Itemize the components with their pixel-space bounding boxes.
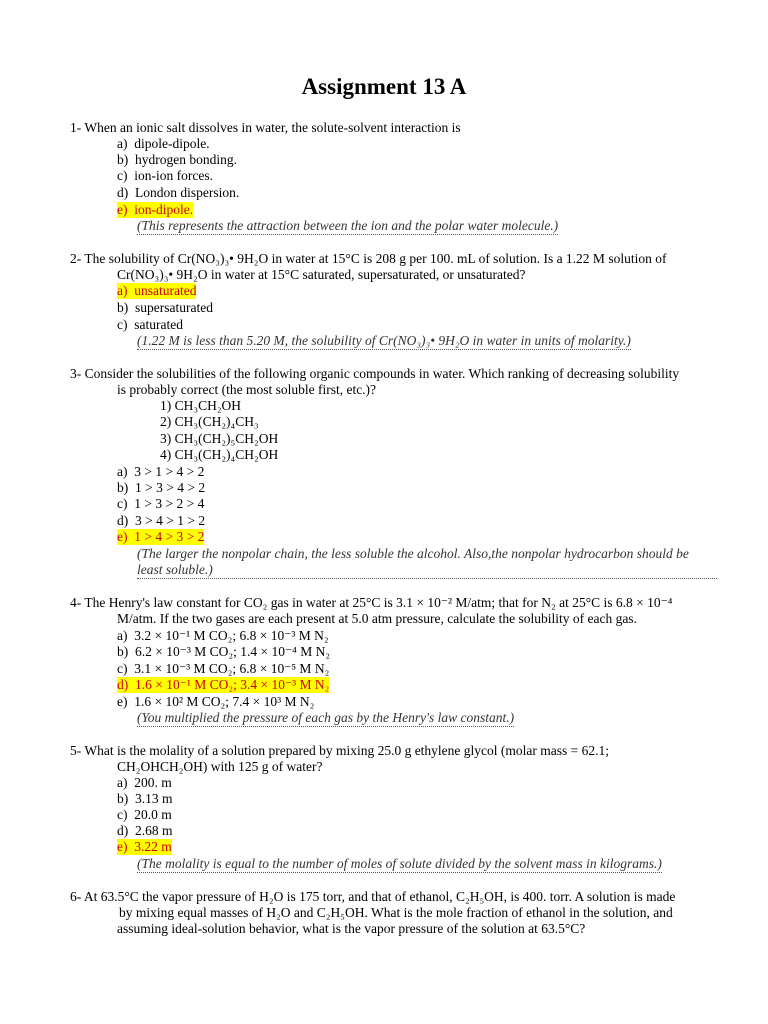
- q4-option-a: a) 3.2 × 10⁻¹ M CO₂; 6.8 × 10⁻³ M N₂: [117, 628, 329, 643]
- q4-explanation: (You multiplied the pressure of each gas by the Henry's law constant.): [137, 710, 515, 725]
- q5-option-d: d) 2.68 m: [117, 823, 173, 838]
- q3-option-c: c) 1 > 3 > 2 > 4: [117, 496, 205, 511]
- q2-explanation: (1.22 M is less than 5.20 M, the solubility of Cr(NO₃)₃• 9H₂O in water in units of molarity.): [137, 333, 631, 348]
- q4-option-e: e) 1.6 × 10² M CO₂; 7.4 × 10³ M N₂: [117, 694, 315, 709]
- q3-option-e-correct: e) 1 > 4 > 3 > 2: [117, 529, 205, 544]
- q1-explanation: (This represents the attraction between the ion and the polar water molecule.): [137, 218, 559, 233]
- q5-option-b: b) 3.13 m: [117, 791, 173, 806]
- q1-option-b: b) hydrogen bonding.: [117, 152, 237, 167]
- q6-stem-line1: 6- At 63.5°C the vapor pressure of H₂O is 175 torr, and that of ethanol, C₂H₅OH, is 400. torr. A solution is made: [70, 889, 676, 904]
- q5-stem-line2: CH₂OHCH₂OH) with 125 g of water?: [117, 759, 323, 774]
- q3-compound-2: 2) CH₃(CH₂)₄CH₃: [160, 414, 259, 429]
- q3-compound-1: 1) CH₃CH₂OH: [160, 398, 242, 413]
- q1-stem: 1- When an ionic salt dissolves in water, the solute-solvent interaction is: [70, 120, 461, 135]
- q3-explanation: (The larger the nonpolar chain, the less soluble the alcohol. Also,the nonpolar hydrocarbon should be least soluble.): [137, 546, 717, 579]
- q1-option-d: d) London dispersion.: [117, 185, 240, 200]
- q1-option-a: a) dipole-dipole.: [117, 136, 210, 151]
- q3-stem-line1: 3- Consider the solubilities of the following organic compounds in water. Which ranking of decreasing solubility: [70, 366, 680, 381]
- q3-compound-3: 3) CH₃(CH₂)₅CH₂OH: [160, 431, 279, 446]
- q2-option-b: b) supersaturated: [117, 300, 213, 315]
- q3-stem-line2: is probably correct (the most soluble first, etc.)?: [117, 382, 377, 397]
- q4-option-b: b) 6.2 × 10⁻³ M CO₂; 1.4 × 10⁻⁴ M N₂: [117, 644, 331, 659]
- q1-option-c: c) ion-ion forces.: [117, 168, 213, 183]
- q3-option-d: d) 3 > 4 > 1 > 2: [117, 513, 206, 528]
- q4-option-d-correct: d) 1.6 × 10⁻¹ M CO₂; 3.4 × 10⁻³ M N₂: [117, 677, 330, 692]
- q6-stem-line3: assuming ideal-solution behavior, what is the vapor pressure of the solution at 63.5°C?: [117, 921, 586, 936]
- q5-option-a: a) 200. m: [117, 775, 172, 790]
- q2-option-c: c) saturated: [117, 317, 183, 332]
- q5-option-e-correct: e) 3.22 m: [117, 839, 172, 854]
- q5-option-c: c) 20.0 m: [117, 807, 172, 822]
- q3-option-a: a) 3 > 1 > 4 > 2: [117, 464, 205, 479]
- q2-stem-line2: Cr(NO₃)₃• 9H₂O in water at 15°C saturated, supersaturated, or unsaturated?: [117, 267, 526, 282]
- q4-option-c: c) 3.1 × 10⁻³ M CO₂; 6.8 × 10⁻⁵ M N₂: [117, 661, 330, 676]
- q2-option-a-correct: a) unsaturated: [117, 283, 197, 298]
- q2-stem-line1: 2- The solubility of Cr(NO₃)₃• 9H₂O in water at 15°C is 208 g per 100. mL of solution. Is a 1.22 M solution of: [70, 251, 667, 266]
- page-title: Assignment 13 A: [301, 74, 467, 99]
- q5-explanation: (The molality is equal to the number of moles of solute divided by the solvent mass in kilograms.): [137, 856, 662, 871]
- q3-compound-4: 4) CH₃(CH₂)₄CH₂OH: [160, 447, 279, 462]
- q4-stem-line2: M/atm. If the two gases are each present at 5.0 atm pressure, calculate the solubility of each gas.: [117, 611, 637, 626]
- q4-stem-line1: 4- The Henry's law constant for CO₂ gas in water at 25°C is 3.1 × 10⁻² M/atm; that for N₂ at 25°C is 6.8 × 10⁻⁴: [70, 595, 673, 610]
- q3-option-b: b) 1 > 3 > 4 > 2: [117, 480, 206, 495]
- q5-stem-line1: 5- What is the molality of a solution prepared by mixing 25.0 g ethylene glycol (molar mass = 62.1;: [70, 743, 610, 758]
- q1-option-e-correct: e) ion-dipole.: [117, 202, 194, 217]
- q6-stem-line2: by mixing equal masses of H₂O and C₂H₅OH. What is the mole fraction of ethanol in the solution, and: [119, 905, 673, 920]
